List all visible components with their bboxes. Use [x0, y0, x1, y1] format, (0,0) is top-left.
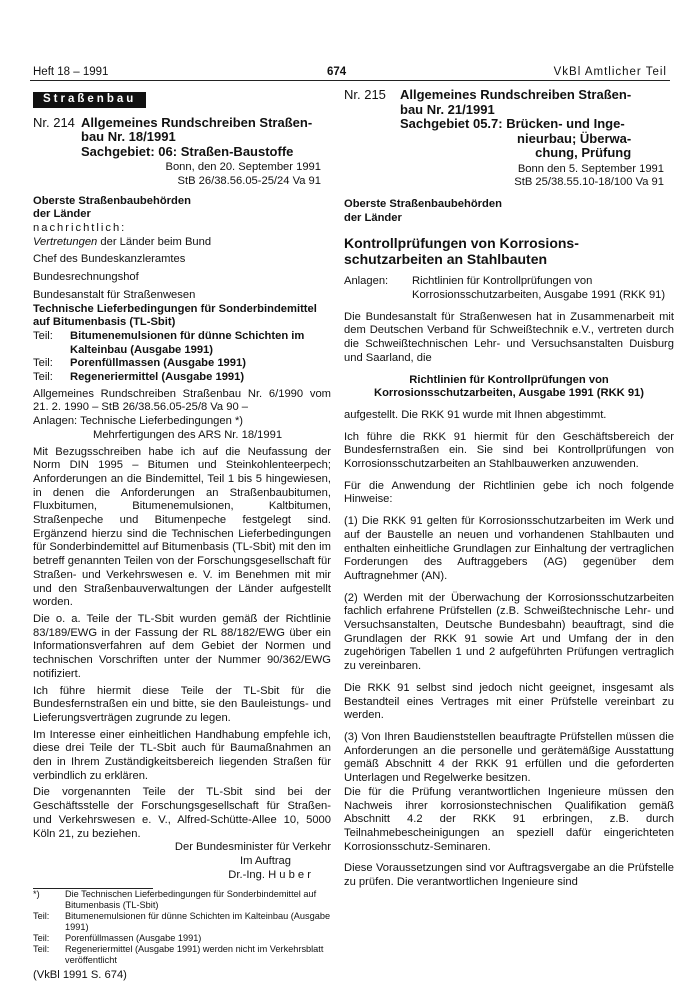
footnote-row	[33, 889, 331, 911]
anlagen-line: Mehrfertigungen des ARS Nr. 18/1991	[93, 428, 283, 441]
addressee-line: der Länder	[33, 208, 91, 221]
article-title	[81, 116, 312, 160]
footnote-text: Porenfüllmassen (Ausgabe 1991)	[65, 933, 202, 944]
anlagen-text: Richtlinien für Kontrollprüfungen von Korrosionsschutzarbeiten, Ausgabe 1991 (RKK 91)	[412, 275, 666, 302]
addressee-line: Oberste Straßenbaubehörden	[33, 194, 191, 207]
paragraph: Die vorgenannten Teile der TL-Sbit sind bei der Geschäftsstelle der Forschungsgesellschaft für Straßen- und Verkehrswesen e. V., Alfred-Schütte-Allee 10, 5000 Köln 21, zu beziehen.	[33, 786, 331, 840]
recipient: Bundesanstalt für Straßenwesen	[33, 288, 196, 301]
footnote-row	[33, 944, 331, 966]
paragraph: (1) Die RKK 91 gelten für Korrosionsschutzarbeiten im Werk und auf der Baustelle an neuen und vorhandenen Stahlbauten und enthalten einheitliche Grundlagen zur Einhaltung der vertraglichen Forderungen des Auftraggebers (AG) gegenüber dem Auftragnehmer (AN).	[344, 515, 674, 582]
left-column	[33, 84, 331, 983]
paragraph: Ich führe die RKK 91 hiermit für den Geschäftsbereich der Bundesfernstraßen ein. Sie sind bei Kontrollprüfungen von Korrosionsschutzarbeiten an Stahlbauwerken anzuwenden.	[344, 430, 674, 471]
signature-line: Dr.-Ing. H u b e r	[228, 868, 311, 881]
article-214-heading	[33, 116, 331, 160]
signature	[33, 841, 331, 882]
article-number: Nr. 214	[33, 114, 75, 130]
teil-text: Porenfüllmassen (Ausgabe 1991)	[70, 357, 246, 370]
running-header-right: VkBl Amtlicher Teil	[553, 66, 667, 78]
title-line: chung, Prüfung	[535, 145, 632, 160]
teil-text: Bitumenemulsionen für dünne Schichten im Kalteinbau (Ausgabe 1991)	[70, 329, 305, 356]
anlagen-line: Anlagen: Technische Lieferbedingungen *)	[33, 415, 244, 428]
footnote-label: *)	[33, 889, 40, 900]
title-line: bau Nr. 18/1991	[81, 129, 176, 145]
addressee	[33, 195, 331, 222]
anlagen-label: Anlagen:	[344, 275, 389, 288]
title-line: bau Nr. 21/1991	[400, 101, 495, 117]
article-215-heading	[344, 88, 674, 161]
date-line: Bonn den 5. September 1991	[517, 162, 664, 175]
guideline-title: Richtlinien für Kontrollprüfungen von Korrosionsschutzarbeiten, Ausgabe 1991 (RKK 91)	[373, 373, 645, 400]
section-banner: Straßenbau	[33, 92, 146, 108]
vertretungen-line	[33, 236, 331, 250]
page-number: 674	[327, 66, 347, 78]
paragraph: Mit Bezugsschreiben habe ich auf die Neufassung der Norm DIN 1995 – Bitumen und Steinkohlenteerpech; Anforderungen an die Bindemittel, Teil 1 bis 5 hingewiesen, in denen die Anforderungen an Straßenbaubitumen, Fluxbitumen, Bitumenemulsionen, Kaltbitumen, Straßenpeche und Bitumenpeche festgelegt sind. Ergänzend hierzu sind die Technischen Lieferbedingungen für Sonderbindemittel auf Bitumenbasis (TL-Sbit) mit den im betreff genannten Teilen von der Forschungsgesellschaft für Straßen- und Verkehrswesen e. V. im Benehmen mit mir und den Straßenbauverwaltungen der Länder aufgestellt worden.	[33, 445, 331, 609]
addressee-line: der Länder	[344, 211, 402, 224]
date-ref	[344, 163, 674, 190]
title-line: Allgemeines Rundschreiben Straßen-	[81, 114, 313, 130]
source-note: (VkBl 1991 S. 674)	[33, 969, 127, 982]
paragraph: Für die Anwendung der Richtlinien gebe ich noch folgende Hinweise:	[344, 479, 674, 506]
addressee-line: Oberste Straßenbaubehörden	[344, 197, 502, 210]
footnote-row	[33, 911, 331, 933]
article-number: Nr. 215	[344, 87, 386, 102]
title-line: Sachgebiet 05.7: Brücken- und Inge-	[400, 116, 625, 131]
anlagen	[344, 275, 674, 302]
running-header-left: Heft 18 – 1991	[33, 66, 109, 78]
reference-line: StB 25/38.55.10-18/100 Va 91	[514, 176, 664, 189]
paragraph: aufgestellt. Die RKK 91 wurde mit Ihnen abgestimmt.	[344, 408, 607, 421]
headline: Kontrollprüfungen von Korrosions-schutzarbeiten an Stahlbauten	[344, 235, 579, 268]
footnote-text: Bitumenemulsionen für dünne Schichten im Kalteinbau (Ausgabe 1991)	[65, 911, 331, 933]
paragraph: Ich führe hiermit diese Teile der TL-Sbit für die Bundesfernstraßen ein und bitte, sie den Bauleistungs- und Lieferungsverträgen zugrunde zu legen.	[33, 684, 331, 724]
teil-label: Teil:	[33, 371, 53, 384]
vertretungen-italic: Vertretungen	[33, 235, 98, 248]
paragraph: Die für die Prüfung verantwortlichen Ingenieure müssen den Nachweis ihrer korrosionstechnischen Qualifikation gemäß Abschnitt 4.2 der RKK 91 erbringen, z.B. durch Teilnahmebescheinigungen an speziell dafür eingerichteten Korrosionsschutz-Seminaren.	[344, 785, 674, 853]
paragraph: Im Interesse einer einheitlichen Handhabung empfehle ich, diese drei Teile der TL-Sbit auch für Baumaßnahmen an den in Ihrem Zuständigkeitsbereich liegenden Straßen für verbindlich zu erklären.	[33, 728, 331, 782]
teil-label: Teil:	[33, 357, 53, 370]
paragraph: Die RKK 91 selbst sind jedoch nicht geeignet, insgesamt als Bestandteil eines Vertrages mit einer Prüfstelle vereinbart zu werden.	[344, 681, 674, 722]
teil-item	[33, 371, 331, 385]
footnote-row	[33, 933, 331, 944]
footnote-label: Teil:	[33, 944, 50, 955]
paragraph: (2) Werden mit der Überwachung der Korrosionsschutzarbeiten fachlich erfahrene Prüfstellen (z.B. Schweißtechnische Lehr- und Versuchsanstalten, Deutsche Bundesbahn) beauftragt, sind die Grundlagen der RKK 91 sowie Art und Umfang der in den zugehörigen Tabellen 1 und 2 aufgeführten Prüfungen vertraglich zu vereinbaren.	[344, 591, 674, 673]
date-line: Bonn, den 20. September 1991	[165, 161, 321, 174]
teil-label: Teil:	[33, 329, 53, 342]
date-ref	[33, 161, 331, 188]
teil-text: Regeneriermittel (Ausgabe 1991)	[70, 371, 245, 384]
footnote-label: Teil:	[33, 933, 50, 944]
teil-item	[33, 357, 331, 371]
paragraph: Die o. a. Teile der TL-Sbit wurden gemäß der Richtlinie 83/189/EWG in der Fassung der RL 88/182/EWG über ein Informationsverfahren auf dem Gebiet der Normen und technischen Vorschriften unter der Nummer 90/362/EWG notifiziert.	[33, 613, 331, 680]
title-line: nieurbau; Überwa-	[517, 130, 632, 146]
paragraph: Diese Voraussetzungen sind vor Auftragsvergabe an die Prüfstelle zu prüfen. Die verantwortlichen Ingenieure sind	[344, 862, 674, 889]
right-column	[344, 84, 674, 890]
recipient: Bundesrechnungshof	[33, 271, 139, 284]
footnote-text: Regeneriermittel (Ausgabe 1991) werden nicht im Verkehrsblatt veröffentlicht	[65, 944, 324, 966]
footnote	[33, 889, 331, 966]
recipient: Chef des Bundeskanzleramtes	[33, 253, 186, 266]
paragraph: (3) Von Ihren Baudienststellen beauftragte Prüfstellen müssen die Anforderungen an die personelle und gerätemäßige Ausstattung gemäß Abschnitt 4 der RKK 91 erfüllen und die geforderten Unterlagen und Regelwerke besitzen.	[344, 731, 674, 785]
footnote-label: Teil:	[33, 911, 50, 922]
article-title	[400, 88, 631, 161]
tl-title: Technische Lieferbedingungen für Sonderbindemittel auf Bitumenbasis (TL-Sbit)	[33, 302, 317, 329]
paragraph: Die Bundesanstalt für Straßenwesen hat in Zusammenarbeit mit dem Deutschen Verband für Schweißtechnik e.V., vertreten durch die Schweißtechnischen Lehr- und Versuchsanstalten Duisburg und Saarland, die	[344, 310, 674, 364]
nachrichtlich-label: nachrichtlich:	[33, 222, 127, 235]
reference-line: StB 26/38.56.05-25/24 Va 91	[177, 174, 321, 187]
header-rule	[30, 80, 670, 81]
signature-line: Im Auftrag	[240, 854, 291, 867]
signature-line: Der Bundesminister für Verkehr	[174, 841, 331, 854]
bezug: Allgemeines Rundschreiben Straßenbau Nr. 6/1990 vom 21. 2. 1990 – StB 26/38.56.05-25/8 Va 90 –	[33, 387, 331, 414]
title-line: Sachgebiet: 06: Straßen-Baustoffe	[81, 143, 294, 159]
teil-item	[33, 330, 331, 357]
footnote-text: Die Technischen Lieferbedingungen für Sonderbindemittel auf Bitumenbasis (TL-Sbit)	[65, 889, 317, 911]
vertretungen-rest: der Länder beim Bund	[97, 235, 212, 248]
addressee	[344, 198, 674, 225]
title-line: Allgemeines Rundschreiben Straßen-	[400, 87, 632, 102]
